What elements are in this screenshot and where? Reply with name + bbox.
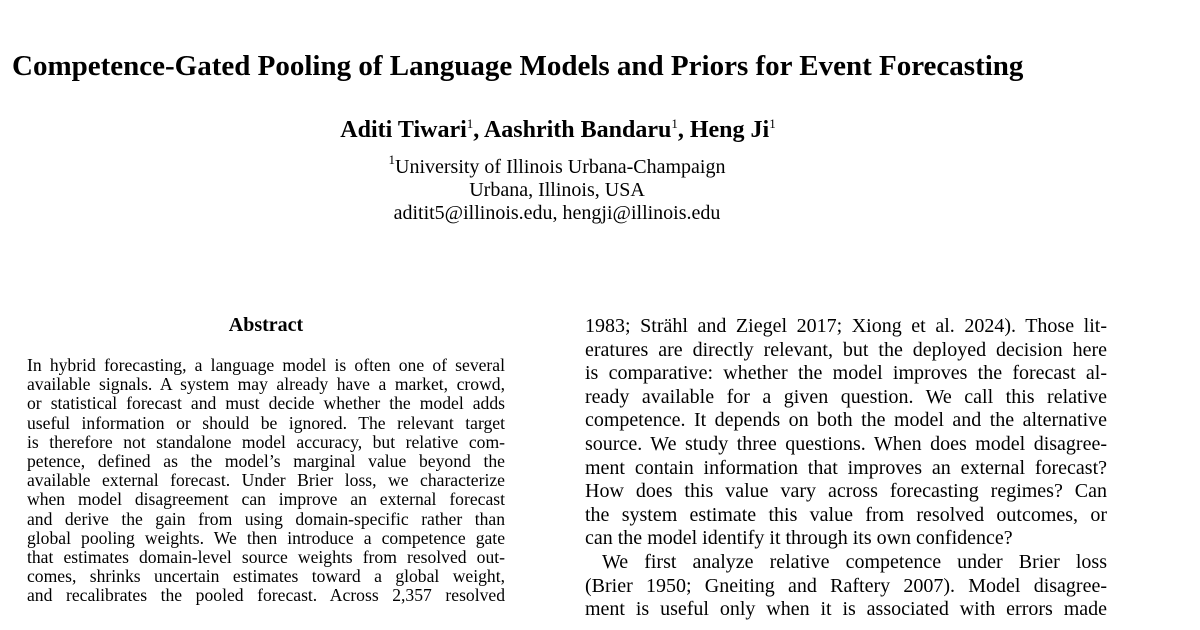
body-line: ment is useful only when it is associated with errors made bbox=[585, 598, 1107, 621]
body-line: is comparative: whether the model improves the forecast al- bbox=[585, 362, 1107, 385]
body-line: How does this value vary across forecasting regimes? Can bbox=[585, 480, 1107, 503]
paper-title: Competence-Gated Pooling of Language Models and Priors for Event Forecasting bbox=[12, 50, 1024, 82]
author-name: Aashrith Bandaru bbox=[483, 117, 672, 143]
author-affiliation-mark: 1 bbox=[466, 116, 474, 131]
body-line: (Brier 1950; Gneiting and Raftery 2007). Model disagree- bbox=[585, 574, 1107, 597]
author-name: Heng Ji bbox=[689, 117, 770, 143]
body-line: 1983; Strähl and Ziegel 2017; Xiong et al. 2024). Those lit- bbox=[585, 315, 1107, 337]
body-line: ment contain information that improves an external forecast? bbox=[585, 456, 1107, 479]
affiliation-mark: 1 bbox=[388, 152, 395, 167]
abstract-line: comes, shrinks uncertain estimates toward a global weight, bbox=[27, 566, 505, 587]
author-separator: , bbox=[473, 117, 484, 143]
intro-paragraph-1 bbox=[585, 315, 1107, 551]
abstract-line: and recalibrates the pooled forecast. Across 2,357 resolved bbox=[27, 585, 505, 606]
author-affiliation-mark: 1 bbox=[671, 116, 678, 131]
body-line: competence. It depends on both the model and the alternative bbox=[585, 409, 1107, 432]
affiliation-block bbox=[0, 152, 1114, 225]
body-line: the system estimate this value from resolved outcomes, or bbox=[585, 503, 1107, 526]
abstract-line: and derive the gain from using domain-specific rather than bbox=[27, 508, 505, 529]
body-line: We first analyze relative competence under Brier loss bbox=[602, 550, 1107, 573]
body-line: source. We study three questions. When does model disagree- bbox=[585, 432, 1107, 455]
body-line: ready available for a given question. We call this relative bbox=[585, 385, 1107, 408]
abstract-line: available signals. A system may already have a market, crowd, bbox=[27, 374, 505, 395]
abstract-line: useful information or should be ignored. The relevant target bbox=[27, 412, 505, 433]
introduction-column bbox=[585, 315, 1107, 622]
author-affiliation-mark: 1 bbox=[769, 116, 776, 131]
abstract-line: available external forecast. Under Brier loss, we characterize bbox=[27, 470, 505, 491]
body-line: can the model identify it through its own confidence? bbox=[585, 527, 1013, 550]
abstract-text bbox=[27, 356, 505, 605]
abstract-line: when model disagreement can improve an external forecast bbox=[27, 489, 505, 510]
affiliation-institution: University of Illinois Urbana-Champaign bbox=[395, 156, 726, 178]
abstract-line: is therefore not standalone model accuracy, but relative com- bbox=[27, 431, 505, 452]
author-separator: , bbox=[677, 117, 690, 143]
affiliation-institution-line bbox=[0, 152, 1114, 179]
abstract-line: global pooling weights. We then introduce a competence gate bbox=[27, 527, 505, 548]
intro-paragraph-2 bbox=[585, 551, 1107, 622]
author-emails: aditit5@illinois.edu, hengji@illinois.edu bbox=[393, 202, 721, 224]
abstract-line: that estimates domain-level source weights from resolved out- bbox=[27, 546, 505, 567]
author-name: Aditi Tiwari bbox=[340, 117, 467, 143]
abstract-line: In hybrid forecasting, a language model is often one of several bbox=[27, 355, 505, 375]
abstract-line: petence, defined as the model’s marginal value beyond the bbox=[27, 450, 505, 471]
abstract-heading: Abstract bbox=[228, 314, 304, 336]
body-line: eratures are directly relevant, but the deployed decision here bbox=[585, 338, 1107, 361]
author-list bbox=[0, 114, 1116, 146]
affiliation-location: Urbana, Illinois, USA bbox=[469, 179, 645, 201]
abstract-line: or statistical forecast and must decide whether the model adds bbox=[27, 393, 505, 414]
